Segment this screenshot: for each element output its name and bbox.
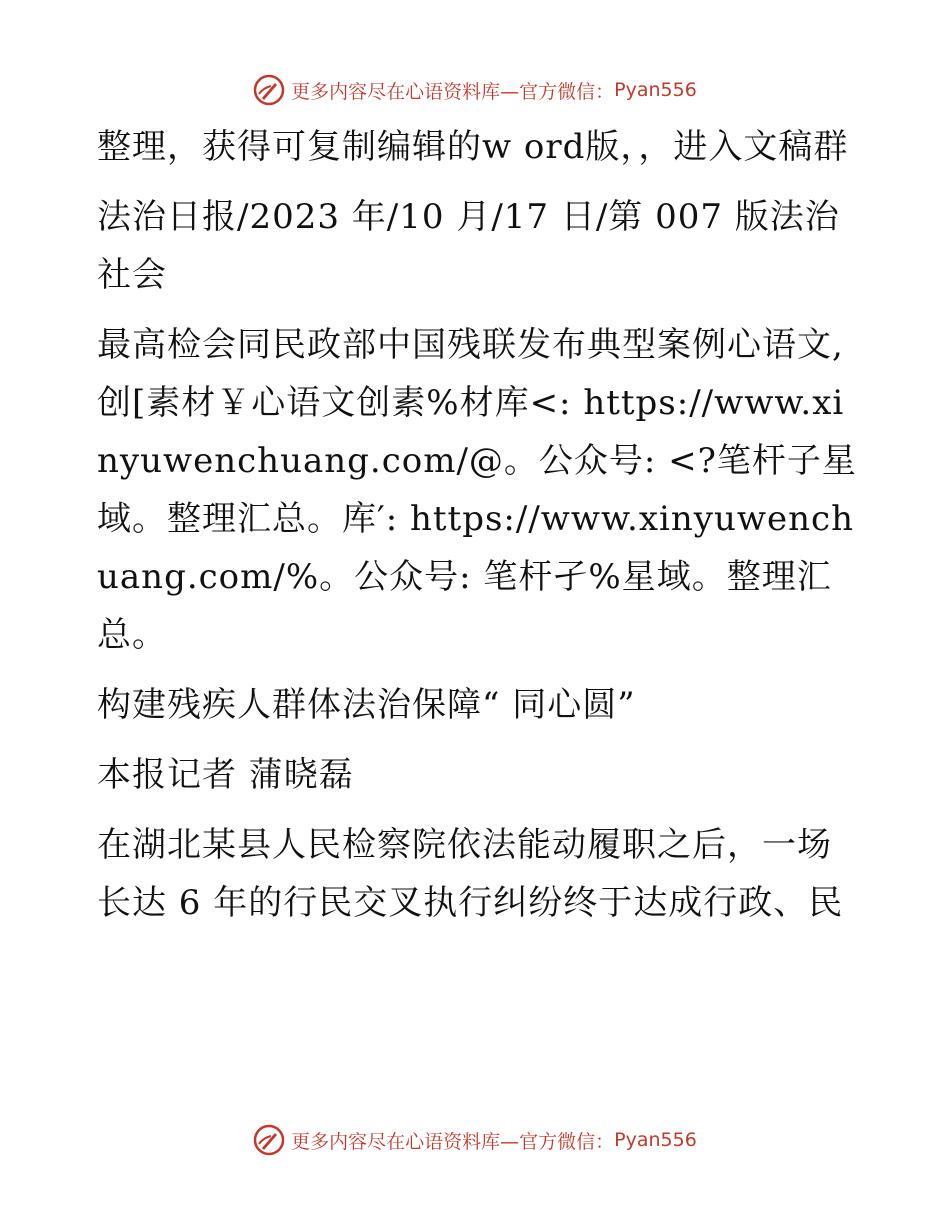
paragraph-summary: 最高检会同民政部中国残联发布典型案例心语文,创[素材￥心语文创素%材库<: https://www.xinyuwenchuang.com/@。公众号: <?笔杆子星域。整理汇总。库′: https://www.xinyuwenchuang.com/%。公众号: 笔杆孑%星域。整理汇总。: [97, 325, 857, 655]
paragraph-source: 法治日报/2023 年/10 月/17 日/第 007 版法治社会: [97, 197, 840, 295]
banner-text: 更多内容尽在心语资料库—官方微信：: [291, 1130, 615, 1153]
banner-wechat-id: Pyan556: [614, 1129, 697, 1151]
document-body: [97, 118, 857, 944]
quill-logo-icon: [253, 74, 285, 106]
banner-wechat-id: Pyan556: [614, 79, 697, 101]
article-byline: 本报记者 蒲晓磊: [97, 755, 354, 795]
banner-text: 更多内容尽在心语资料库—官方微信：: [291, 80, 615, 103]
quill-logo-icon: [253, 1124, 285, 1156]
header-banner: [0, 70, 950, 110]
article-title: 构建残疾人群体法治保障“ 同心圆”: [97, 685, 636, 725]
paragraph-intro: 整理，获得可复制编辑的w ord版，，进入文稿群: [97, 127, 849, 167]
paragraph-body: 在湖北某县人民检察院依法能动履职之后，一场长达 6 年的行民交叉执行纠纷终于达成行政、民: [97, 825, 844, 923]
footer-banner: [0, 1120, 950, 1160]
